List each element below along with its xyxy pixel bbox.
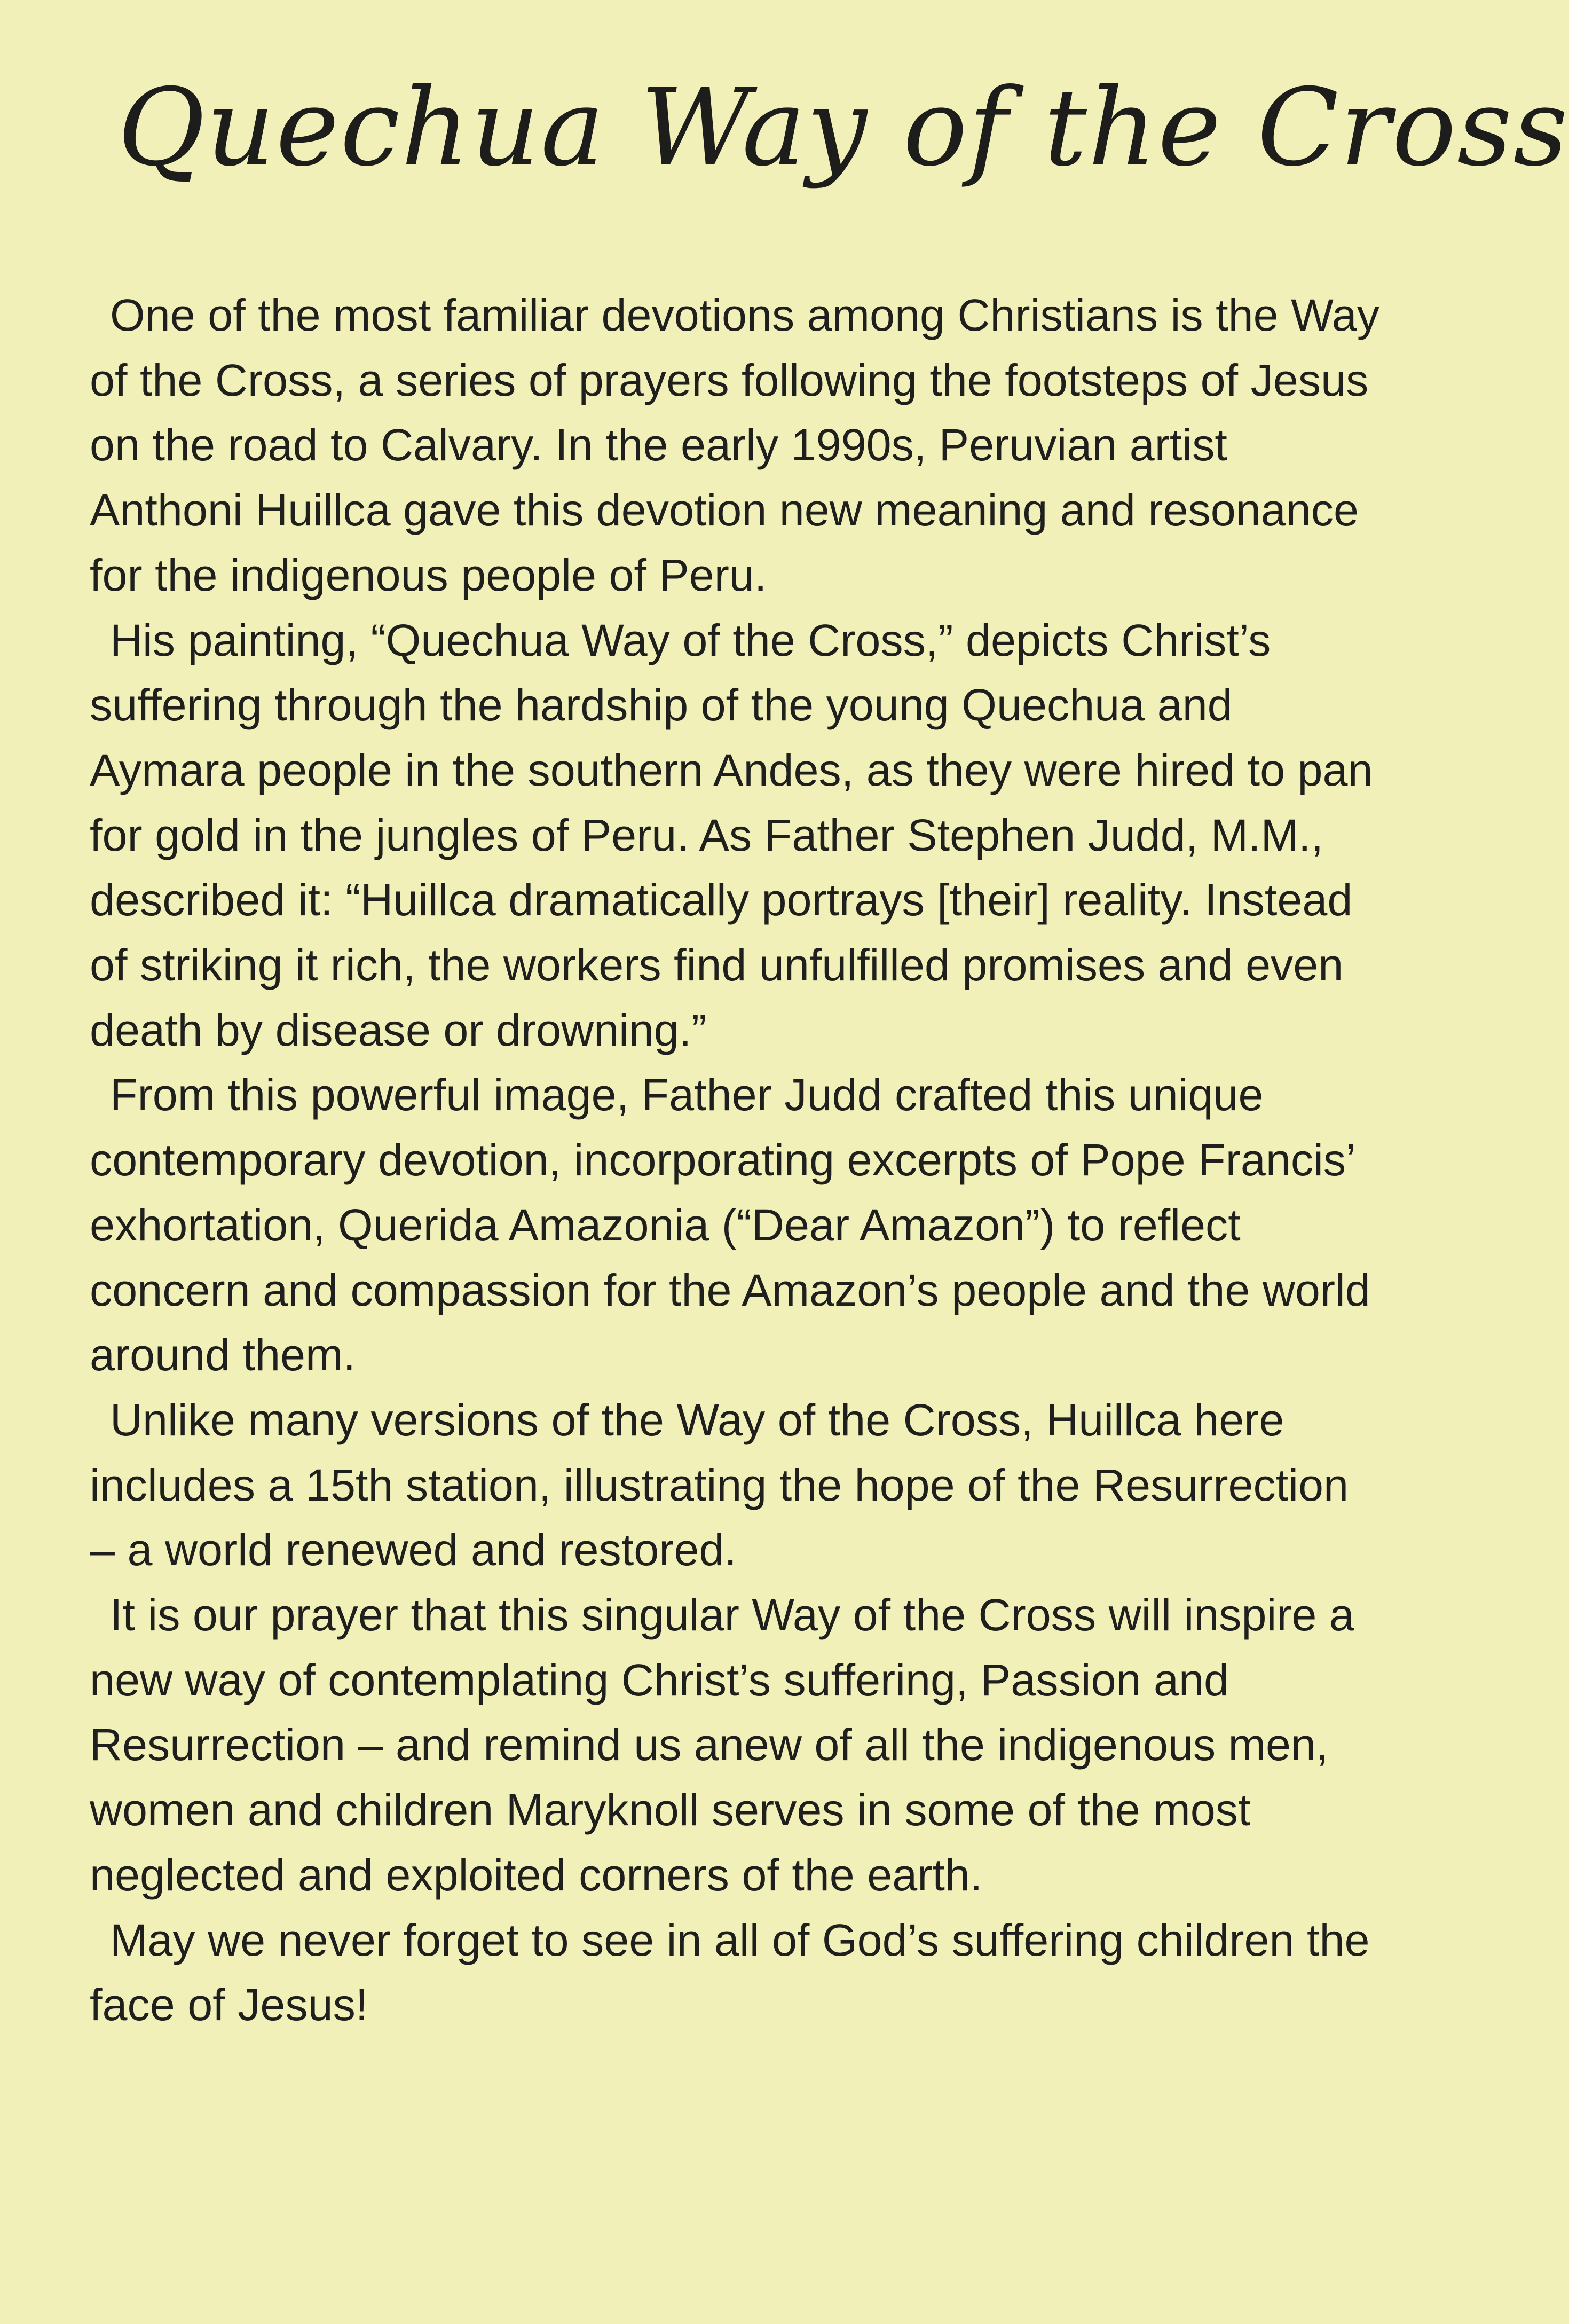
paragraph-devotion: From this powerful image, Father Judd crafted this unique contemporary devotion, incorporating excerpts of Pope Francis’ exhortation, Querida Amazonia (“Dear Amazon”) to reflect concern and compassion for the Amazon’s people and the world around them. [90,1070,1370,1380]
paragraph-prayer: It is our prayer that this singular Way of the Cross will inspire a new way of contemplating Christ’s suffering, Passion and Resurrection – and remind us anew of all the indigenous men, women and children Maryknoll serves in some of the most neglected and exploited corners of the earth. [90,1590,1354,1900]
body-text [90,283,1382,2038]
paragraph-painting: His painting, “Quechua Way of the Cross,” depicts Christ’s suffering through the hardship of the young Quechua and Aymara people in the southern Andes, as they were hired to pan for gold in the jungles of Peru. As Father Stephen Judd, M.M., described it: “Huillca dramatically portrays [their] reality. Instead of striking it rich, the workers find unfulfilled promises and even death by disease or drowning.” [90,615,1373,1055]
page-title: Quechua Way of the Cross [117,66,1569,190]
paragraph-closing: May we never forget to see in all of God’s suffering children the face of Jesus! [90,1914,1370,2030]
paragraph-intro: One of the most familiar devotions among Christians is the Way of the Cross, a series of prayers following the footsteps of Jesus on the road to Calvary. In the early 1990s, Peruvian artist Anthoni Huillca gave this devotion new meaning and resonance for the indigenous people of Peru. [90,290,1379,600]
paragraph-15th-station: Unlike many versions of the Way of the Cross, Huillca here includes a 15th station, illustrating the hope of the Resurrection – a world renewed and restored. [90,1394,1349,1575]
